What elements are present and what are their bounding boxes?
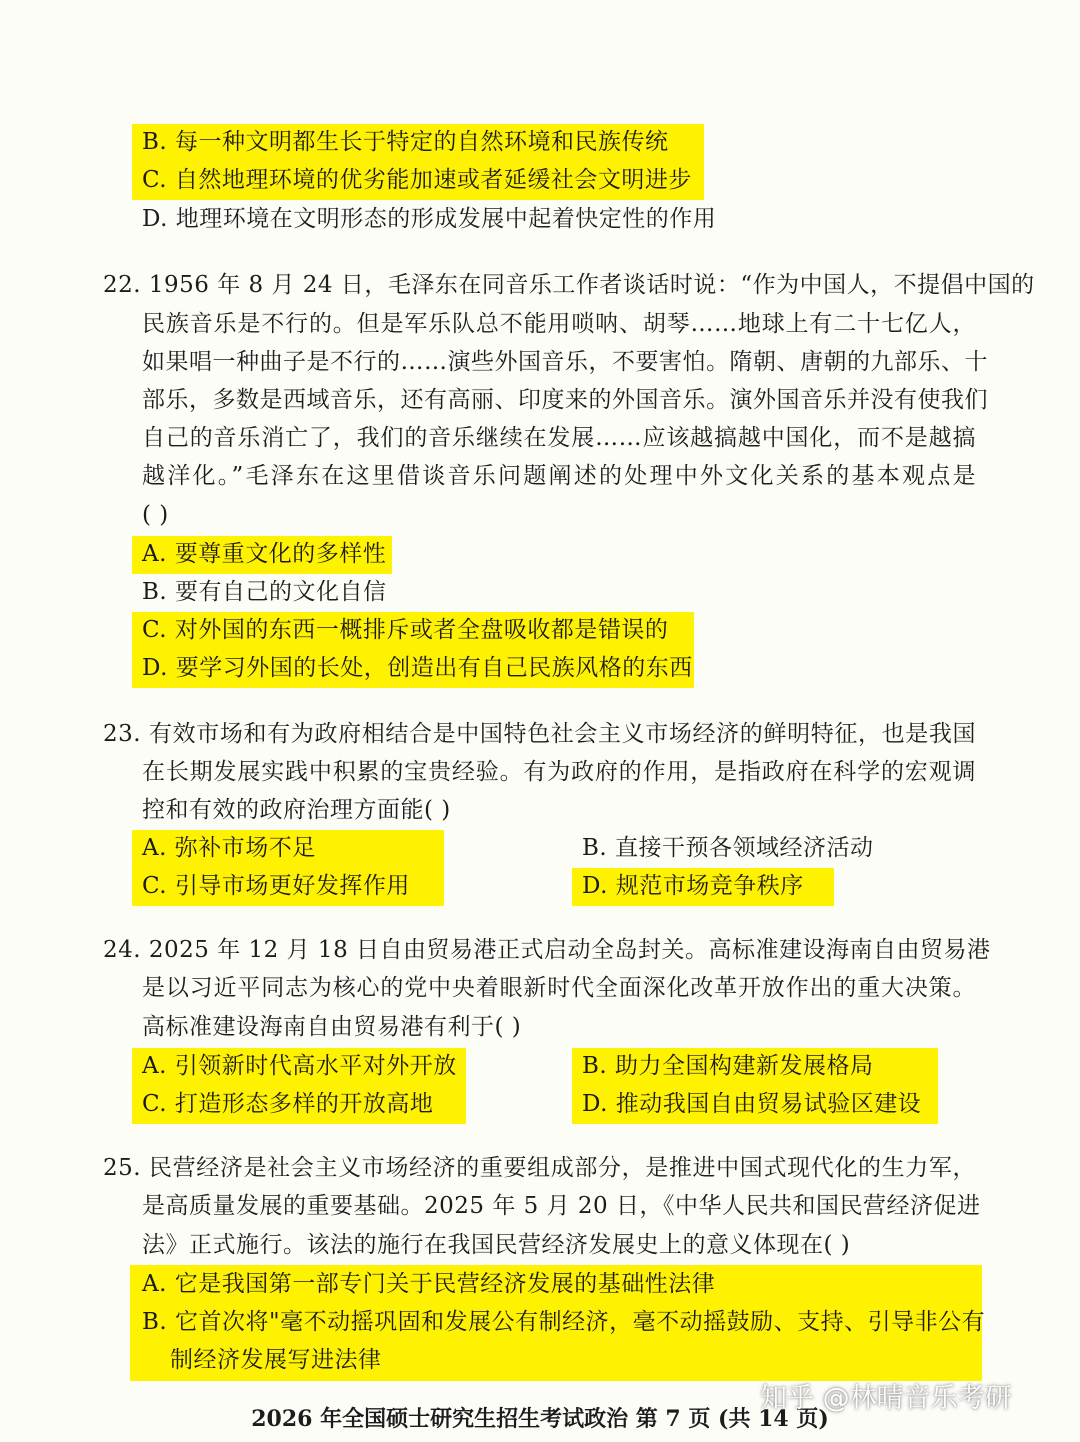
q21-option-d: D. 地理环境在文明形态的形成发展中起着快定性的作用 xyxy=(142,206,717,232)
q24-option-d: D. 推动我国自由贸易试验区建设 xyxy=(582,1091,922,1117)
q22-answer-blank: ( ) xyxy=(142,502,169,528)
q24-option-b: B. 助力全国构建新发展格局 xyxy=(582,1053,874,1079)
zhihu-watermark: 知乎 @林晴音乐考研 xyxy=(760,1383,1012,1414)
q24-option-c: C. 打造形态多样的开放高地 xyxy=(142,1091,434,1117)
q25-stem-line-2: 是高质量发展的重要基础。2025 年 5 月 20 日，《中华人民共和国民营经济促进 xyxy=(142,1193,981,1219)
q22-stem-line-2: 民族音乐是不行的。但是军乐队总不能用唢呐、胡琴……地球上有二十七亿人， xyxy=(142,311,976,337)
q24-stem-line-1: 24. 2025 年 12 月 18 日自由贸易港正式启动全岛封关。高标准建设海南自由贸易港 xyxy=(103,937,991,963)
q22-option-a: A. 要尊重文化的多样性 xyxy=(142,541,387,567)
q23-stem-line-1: 23. 有效市场和有为政府相结合是中国特色社会主义市场经济的鲜明特征，也是我国 xyxy=(103,721,976,747)
q22-stem-line-4: 部乐，多数是西域音乐，还有高丽、印度来的外国音乐。演外国音乐并没有使我们 xyxy=(142,387,988,413)
q25-option-a: A. 它是我国第一部专门关于民营经济发展的基础性法律 xyxy=(142,1271,716,1297)
page-footer: 2026 年全国硕士研究生招生考试政治 第 7 页 (共 14 页) xyxy=(251,1406,829,1432)
q25-option-b-line-1: B. 它首次将"毫不动摇巩固和发展公有制经济，毫不动摇鼓励、支持、引导非公有 xyxy=(142,1309,986,1335)
q22-stem-line-6: 越洋化。”毛泽东在这里借谈音乐问题阐述的处理中外文化关系的基本观点是 xyxy=(142,463,976,489)
q22-stem-line-1: 22. 1956 年 8 月 24 日，毛泽东在同音乐工作者谈话时说：“作为中国人，不提倡中国的 xyxy=(103,272,1035,298)
q24-stem-line-2: 是以习近平同志为核心的党中央着眼新时代全面深化改革开放作出的重大决策。 xyxy=(142,975,976,1001)
q23-option-a: A. 弥补市场不足 xyxy=(142,835,316,861)
q21-option-b: B. 每一种文明都生长于特定的自然环境和民族传统 xyxy=(142,129,669,155)
q22-option-b: B. 要有自己的文化自信 xyxy=(142,579,387,605)
q22-stem-line-5: 自己的音乐消亡了，我们的音乐继续在发展……应该越搞越中国化，而不是越搞 xyxy=(142,425,976,451)
q25-option-b-line-2: 制经济发展写进法律 xyxy=(170,1347,382,1373)
q23-stem-line-2: 在长期发展实践中积累的宝贵经验。有为政府的作用，是指政府在科学的宏观调 xyxy=(142,759,976,785)
q23-option-c: C. 引导市场更好发挥作用 xyxy=(142,873,410,899)
q25-stem-line-1: 25. 民营经济是社会主义市场经济的重要组成部分，是推进中国式现代化的生力军， xyxy=(103,1155,976,1181)
q22-option-c: C. 对外国的东西一概排斥或者全盘吸收都是错误的 xyxy=(142,617,669,643)
q23-option-d: D. 规范市场竞争秩序 xyxy=(582,873,804,899)
q25-stem-line-3: 法》正式施行。该法的施行在我国民营经济发展史上的意义体现在( ) xyxy=(142,1232,851,1258)
q23-option-b: B. 直接干预各领域经济活动 xyxy=(582,835,874,861)
q21-option-c: C. 自然地理环境的优劣能加速或者延缓社会文明进步 xyxy=(142,167,692,193)
q24-option-a: A. 引领新时代高水平对外开放 xyxy=(142,1053,457,1079)
q24-stem-line-3: 高标准建设海南自由贸易港有利于( ) xyxy=(142,1014,522,1040)
q22-option-d: D. 要学习外国的长处，创造出有自己民族风格的东西 xyxy=(142,655,693,681)
q22-stem-line-3: 如果唱一种曲子是不行的……演些外国音乐，不要害怕。隋朝、唐朝的九部乐、十 xyxy=(142,349,988,375)
q23-stem-line-3: 控和有效的政府治理方面能( ) xyxy=(142,797,451,823)
